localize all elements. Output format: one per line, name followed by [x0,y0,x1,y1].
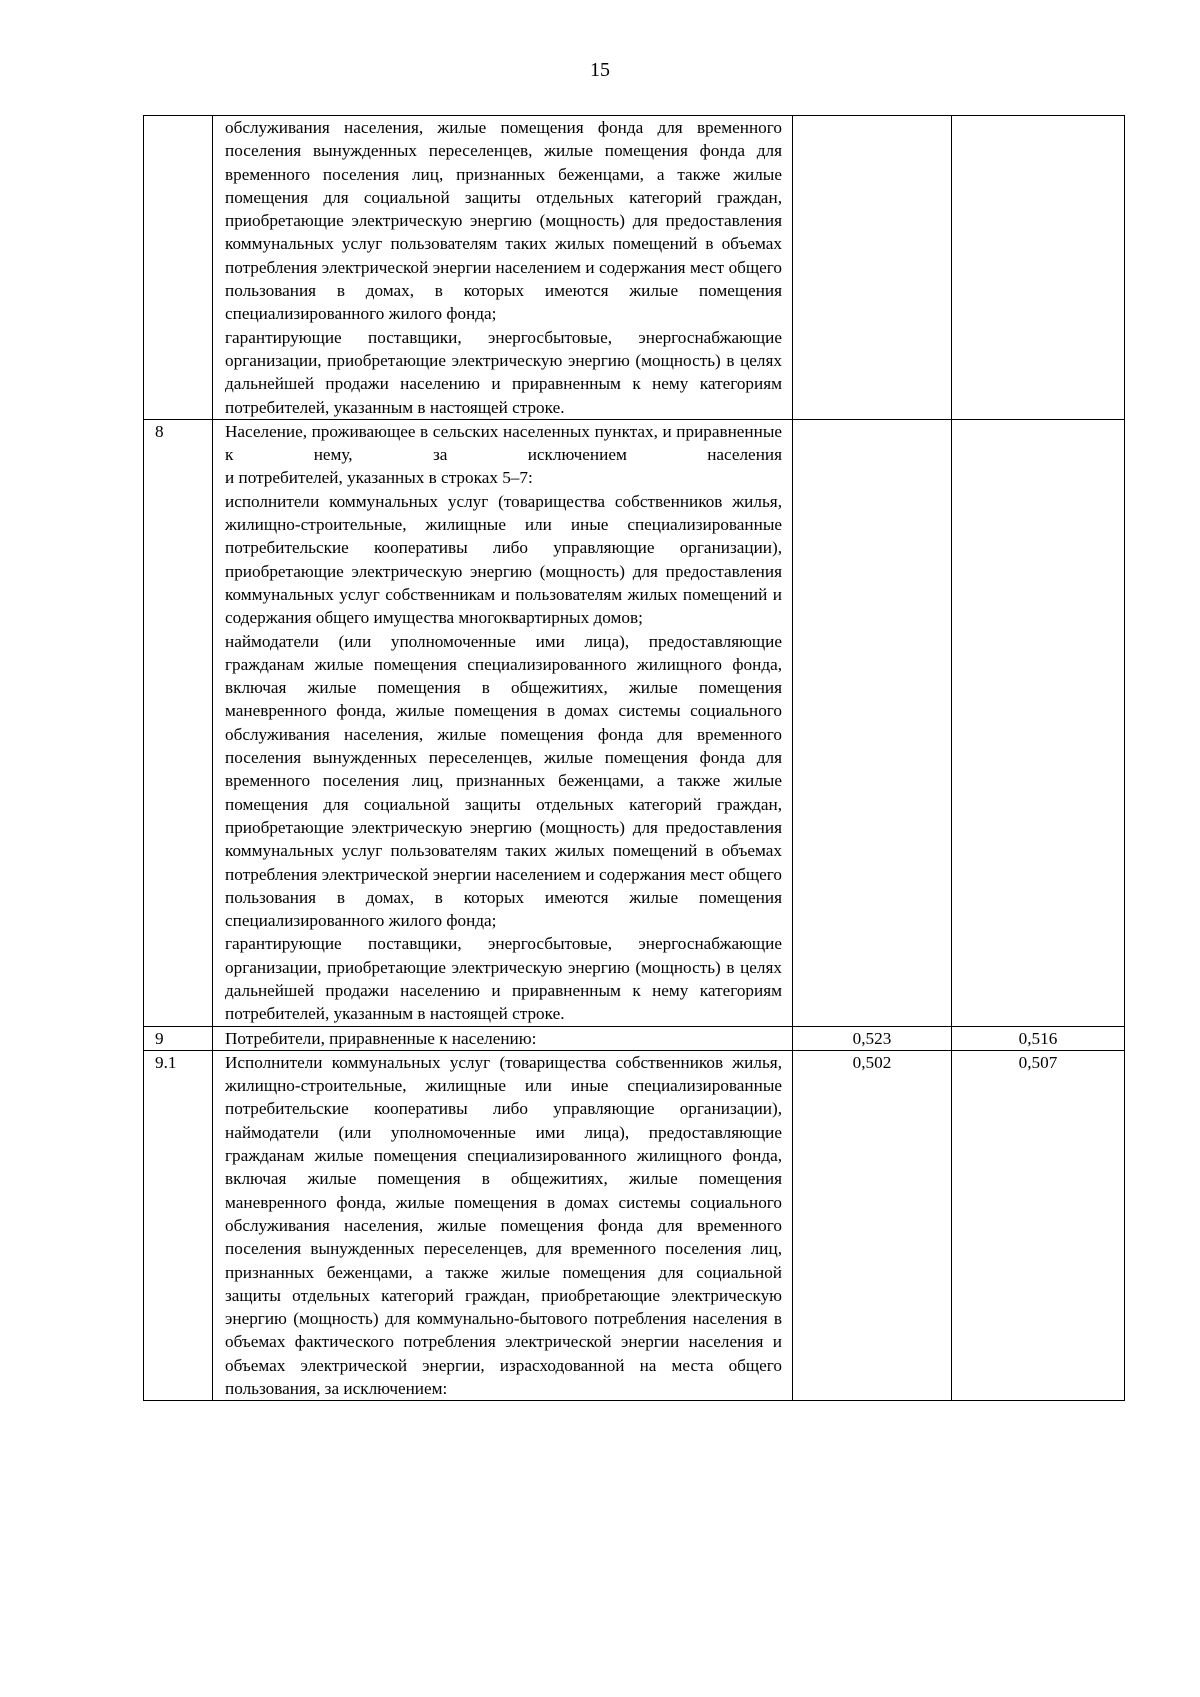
row-paragraph: обслуживания населения, жилые помещения фонда для временного поселения вынужденных переселенцев, жилые помещения фонда для временного поселения лиц, признанных беженцами, а также жилые помещения для социальной защиты отдельных категорий граждан, приобретающие электрическую энергию (мощность) для предоставления коммунальных услуг пользователям таких жилых помещений в объемах потребления электрической энергии населением и содержания мест общего пользования в домах, в которых имеются жилые помещения специализированного жилого фонда; [225,118,782,324]
row-value-1-cell [793,419,952,1026]
table-row [144,1026,1125,1050]
tariff-table [143,115,1125,1401]
row-value-1-cell [793,116,952,420]
row-number-cell: 8 [144,419,213,1026]
table-row [144,419,1125,1026]
row-paragraph: и потребителей, указанных в строках 5–7: [225,468,533,488]
table-row [144,1050,1125,1400]
row-description-cell [213,1026,793,1050]
row-value-2-cell [952,116,1125,420]
row-paragraph: гарантирующие поставщики, энергосбытовые, энергоснабжающие организации, приобретающие электрическую энергию (мощность) в целях дальнейшей продажи населению и приравненным к нему категориям потребителей, указанным в настоящей строке. [225,934,782,1024]
row-value-1-cell: 0,502 [793,1050,952,1400]
row-number-cell [144,116,213,420]
row-description-cell [213,116,793,420]
row-paragraph: наймодатели (или уполномоченные ими лица), предоставляющие гражданам жилые помещения специализированного жилищного фонда, включая жилые помещения в общежитиях, жилые помещения маневренного фонда, жилые помещения в домах системы социального обслуживания населения, жилые помещения фонда для временного поселения вынужденных переселенцев, жилые помещения фонда для временного поселения лиц, признанных беженцами, а также жилые помещения для социальной защиты отдельных категорий граждан, приобретающие электрическую энергию (мощность) для предоставления коммунальных услуг пользователям таких жилых помещений в объемах потребления электрической энергии населением и содержания мест общего пользования в домах, в которых имеются жилые помещения специализированного жилого фонда; [225,631,782,931]
row-paragraph: Исполнители коммунальных услуг (товарищества собственников жилья, жилищно-строительные, жилищные или иные специализированные потребительские кооперативы либо управляющие организации), наймодатели (или уполномоченные ими лица), предоставляющие гражданам жилые помещения специализированного жилищного фонда, включая жилые помещения в общежитиях, жилые помещения маневренного фонда, жилые помещения в домах системы социального обслуживания населения, жилые помещения фонда для временного поселения вынужденных переселенцев, для временного поселения лиц, признанных беженцами, а также жилые помещения для социальной защиты отдельных категорий граждан, приобретающие электрическую энергию (мощность) для коммунально-бытового потребления населения в объемах фактического потребления электрической энергии населения и объемах электрической энергии, израсходованной на места общего пользования, за исключением: [225,1052,782,1399]
row-paragraph: исполнители коммунальных услуг (товарищества собственников жилья, жилищно-строительные, жилищные или иные специализированные потребительские кооперативы либо управляющие организации), приобретающие электрическую энергию (мощность) для предоставления коммунальных услуг собственникам и пользователям жилых помещений и содержания общего имущества многоквартирных домов; [225,491,782,628]
row-description-cell [213,1050,793,1400]
table-row [144,116,1125,420]
row-paragraph: Население, проживающее в сельских населенных пунктах, и приравненные к нему, за исключением населения [225,421,782,465]
row-value-1-cell: 0,523 [793,1026,952,1050]
row-paragraph: гарантирующие поставщики, энергосбытовые, энергоснабжающие организации, приобретающие электрическую энергию (мощность) в целях дальнейшей продажи населению и приравненным к нему категориям потребителей, указанным в настоящей строке. [225,327,782,417]
row-paragraph: Потребители, приравненные к населению: [225,1028,537,1048]
row-description-cell [213,419,793,1026]
row-number-cell: 9.1 [144,1050,213,1400]
row-value-2-cell: 0,516 [952,1026,1125,1050]
page-number: 15 [590,59,610,81]
row-value-2-cell: 0,507 [952,1050,1125,1400]
row-value-2-cell [952,419,1125,1026]
row-number-cell: 9 [144,1026,213,1050]
